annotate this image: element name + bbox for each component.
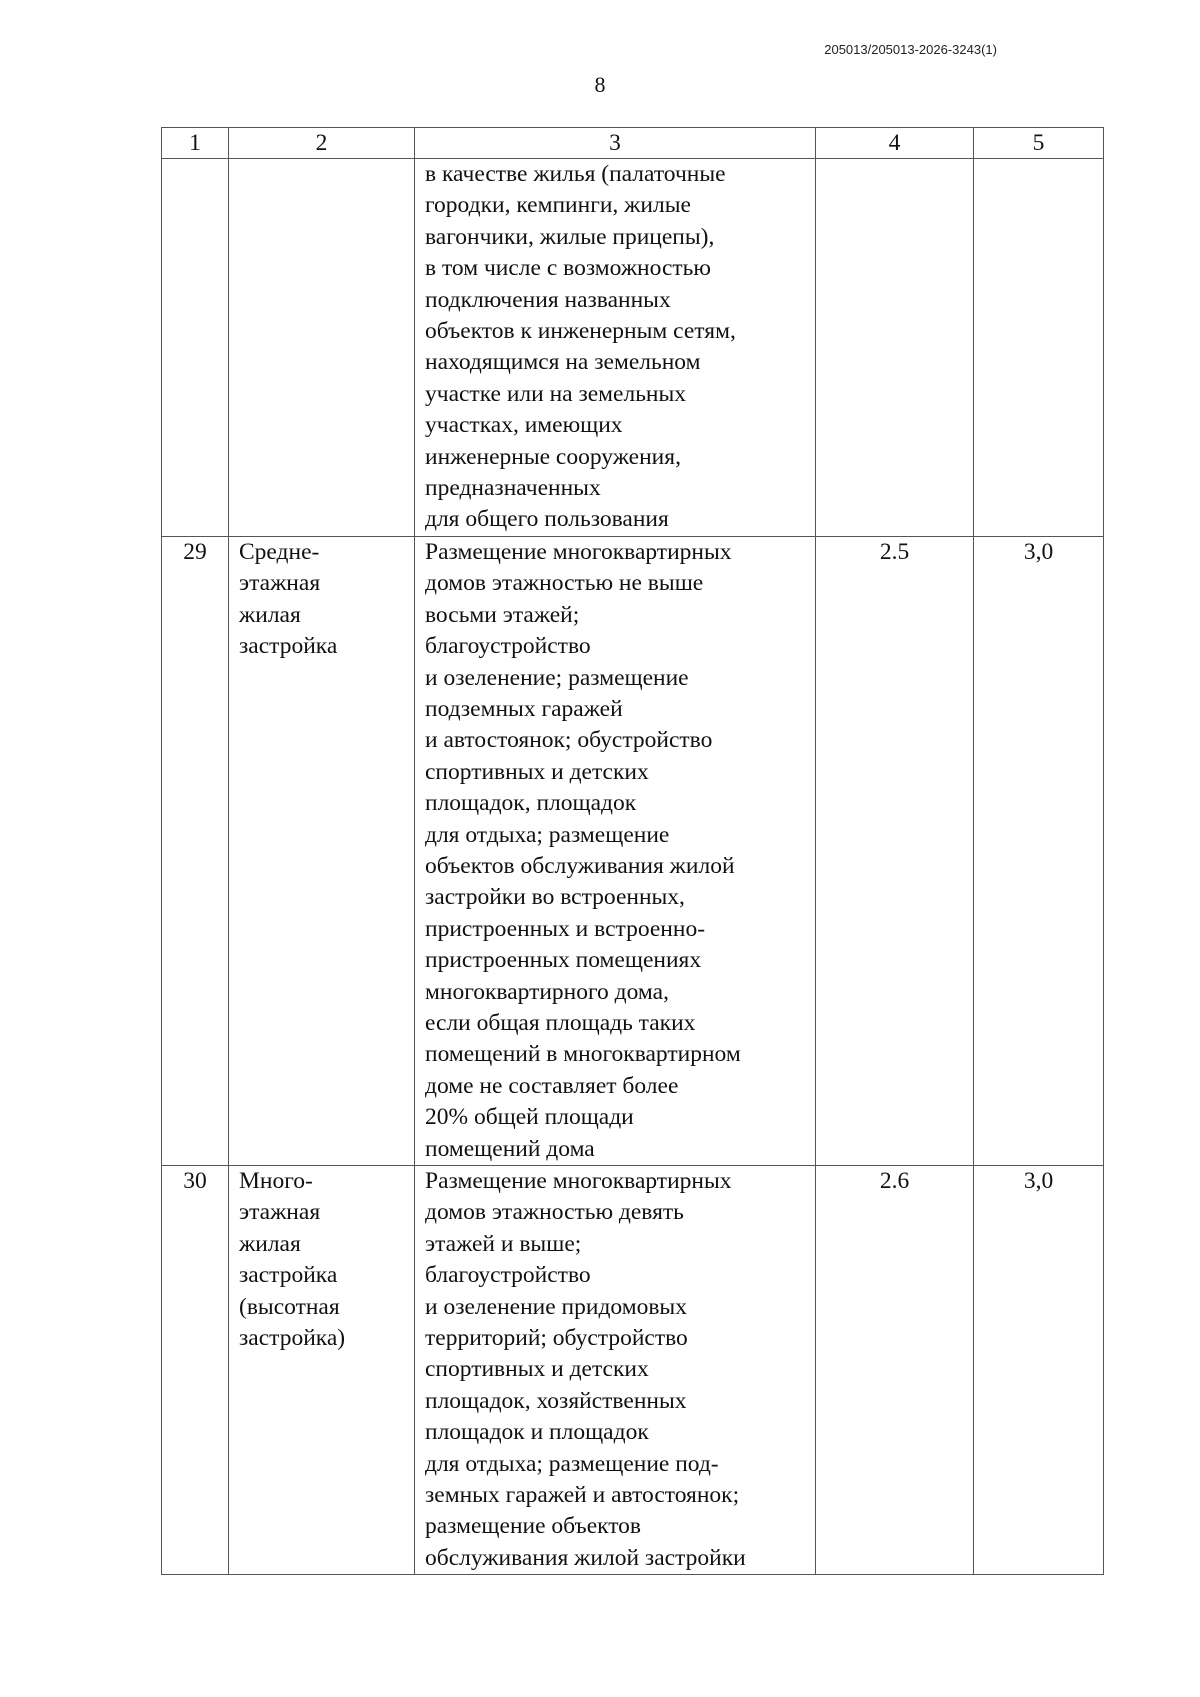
table-row: [162, 159, 1104, 537]
description-line: домов этажностью не выше: [425, 570, 704, 597]
description-line: пристроенных и встроенно-: [425, 915, 706, 942]
code-value: 2.6: [879, 1168, 910, 1194]
description-line: 20% общей площади: [425, 1104, 634, 1131]
description-cell: [415, 159, 816, 537]
page-number: 8: [594, 72, 606, 97]
land-use-name-cell: [229, 159, 415, 537]
description-line: земных гаражей и автостоянок;: [425, 1482, 740, 1509]
coefficient-cell: [974, 536, 1104, 1165]
description-line: обслуживания жилой застройки: [425, 1544, 746, 1571]
land-use-name-line: этажная: [239, 1199, 321, 1226]
land-use-name-line: застройка: [239, 633, 338, 660]
header-row: [162, 128, 1104, 159]
coefficient-value: 3,0: [1023, 1168, 1054, 1194]
row-number-cell: [162, 1166, 229, 1575]
code-cell: [816, 536, 974, 1165]
description-line: размещение объектов: [425, 1513, 642, 1540]
description-line: площадок, хозяйственных: [425, 1387, 687, 1414]
land-use-table: [161, 127, 1104, 1575]
row-number-cell: [162, 536, 229, 1165]
code-cell: [816, 1166, 974, 1575]
description-line: застройки во встроенных,: [425, 884, 685, 911]
description-line: участках, имеющих: [425, 412, 623, 439]
description-line: спортивных и детских: [425, 1356, 649, 1383]
description-line: благоустройство: [425, 1262, 591, 1289]
description-line: объектов к инженерным сетям,: [425, 318, 736, 345]
description-line: и автостоянок; обустройство: [425, 727, 713, 754]
land-use-name-line: (высотная: [239, 1293, 340, 1320]
row-number: 30: [183, 1168, 207, 1194]
description-line: многоквартирного дома,: [425, 978, 669, 1005]
description-line: благоустройство: [425, 633, 591, 660]
coefficient-cell: [974, 1166, 1104, 1575]
description-line: предназначенных: [425, 475, 601, 502]
description-line: Размещение многоквартирных: [425, 538, 732, 565]
description-line: подземных гаражей: [425, 695, 623, 722]
header-col-1: 1: [162, 128, 229, 159]
description-line: объектов обслуживания жилой: [425, 852, 735, 879]
land-use-name-line: жилая: [239, 1230, 301, 1257]
table-row: [162, 536, 1104, 1165]
description-line: вагончики, жилые прицепы),: [425, 223, 715, 250]
land-use-name-line: этажная: [239, 570, 321, 597]
code-value: 2.5: [879, 538, 910, 565]
description-line: территорий; обустройство: [425, 1325, 688, 1352]
description-cell: [415, 536, 816, 1165]
header-col-4: 4: [816, 128, 974, 159]
land-use-name-line: застройка): [239, 1325, 346, 1352]
description-line: для отдыха; размещение: [425, 821, 670, 848]
description-line: инженерные сооружения,: [425, 443, 681, 470]
description-line: в качестве жилья (палаточные: [425, 161, 726, 187]
land-use-name-cell: [229, 536, 415, 1165]
description-line: в том числе с возможностью: [425, 255, 711, 282]
description-line: участке или на земельных: [425, 380, 687, 407]
table-row: [162, 1166, 1104, 1575]
description-line: и озеленение придомовых: [425, 1293, 687, 1320]
description-line: помещений дома: [425, 1135, 595, 1162]
row-number-cell: [162, 159, 229, 537]
land-use-name-cell: [229, 1166, 415, 1575]
description-line: площадок и площадок: [425, 1419, 649, 1446]
document-id: 205013/205013-2026-3243(1): [824, 42, 997, 57]
description-line: доме не составляет более: [425, 1072, 679, 1099]
coefficient-value: 3,0: [1023, 538, 1054, 565]
description-line: Размещение многоквартирных: [425, 1168, 732, 1194]
description-line: находящимся на земельном: [425, 349, 701, 376]
code-cell: [816, 159, 974, 537]
land-use-name-line: застройка: [239, 1262, 338, 1289]
description-line: подключения названных: [425, 286, 671, 313]
description-line: для отдыха; размещение под-: [425, 1450, 719, 1477]
description-line: площадок, площадок: [425, 790, 637, 817]
coefficient-cell: [974, 159, 1104, 537]
description-line: городки, кемпинги, жилые: [425, 192, 691, 219]
description-line: домов этажностью девять: [425, 1199, 684, 1226]
description-line: и озеленение; размещение: [425, 664, 689, 691]
header-col-5: 5: [974, 128, 1104, 159]
description-line: этажей и выше;: [425, 1230, 582, 1257]
land-use-name-line: Много-: [239, 1168, 313, 1194]
land-use-name-line: Средне-: [239, 538, 320, 565]
header-col-3: 3: [415, 128, 816, 159]
description-line: пристроенных помещениях: [425, 947, 702, 974]
description-line: помещений в многоквартирном: [425, 1041, 741, 1068]
description-cell: [415, 1166, 816, 1575]
description-line: для общего пользования: [425, 506, 669, 533]
description-line: спортивных и детских: [425, 758, 649, 785]
header-col-2: 2: [229, 128, 415, 159]
row-number: 29: [183, 538, 207, 565]
description-line: восьми этажей;: [425, 601, 580, 628]
description-line: если общая площадь таких: [425, 1009, 696, 1036]
land-use-name-line: жилая: [239, 601, 301, 628]
